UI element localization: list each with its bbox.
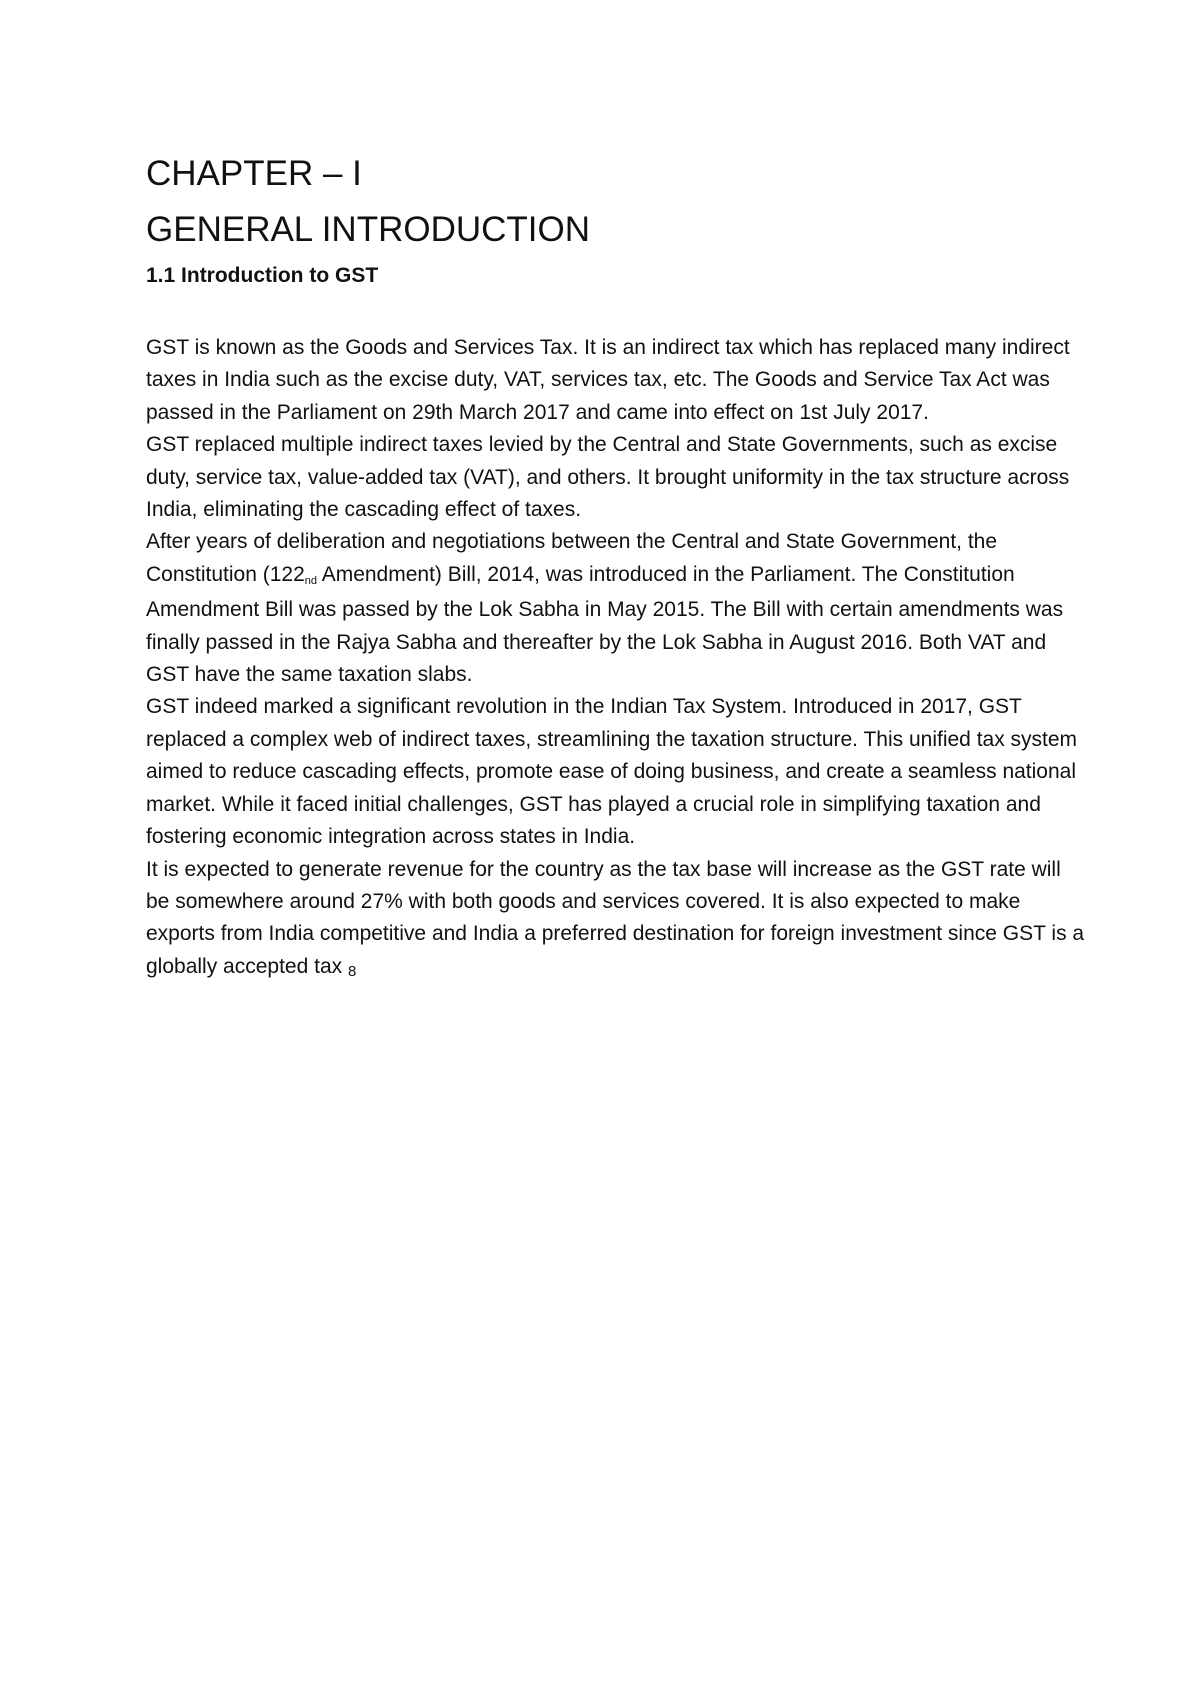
paragraph-text-part: Amendment) Bill, 2014, was introduced in the Parliament. The Constitution Amendment Bill was passed by the Lok Sabha in May 2015. The Bill with certain amendments was finally passed in the Rajya Sabha and thereafter by the Lok Sabha in August 2016. Both VAT and GST have the same taxation slabs. [146, 562, 1064, 687]
paragraph-gst-expectations [146, 854, 1086, 986]
paragraph-text-part: It is expected to generate revenue for the country as the tax base will increase as the GST rate will be somewhere around 27% with both goods and services covered. It is also expected to make exports from India competitive and India a preferred destination for foreign investment since GST is a globally accepted tax [146, 857, 1085, 978]
paragraph-text-part: After years of deliberation and negotiations between the Central and State Government, the Constitution (122 [146, 530, 998, 586]
body-text [146, 332, 1086, 985]
paragraph-gst-replaced-taxes: GST replaced multiple indirect taxes levied by the Central and State Governments, such as excise duty, service tax, value-added tax (VAT), and others. It brought uniformity in the tax structure across India, eliminating the cascading effect of taxes. [146, 433, 1070, 522]
paragraph-gst-definition: GST is known as the Goods and Services Tax. It is an indirect tax which has replaced many indirect taxes in India such as the excise duty, VAT, services tax, etc. The Goods and Service Tax Act was passed in the Parliament on 29th March 2017 and came into effect on 1st July 2017. [146, 336, 1070, 424]
paragraph-constitution-amendment [146, 526, 1086, 691]
page-content [146, 150, 1086, 985]
ordinal-suffix: nd [304, 574, 318, 587]
chapter-title: GENERAL INTRODUCTION [146, 210, 591, 249]
footnote-reference: 8 [347, 962, 357, 980]
chapter-number: CHAPTER – I [146, 154, 362, 193]
section-heading: 1.1 Introduction to GST [146, 264, 379, 287]
paragraph-gst-revolution: GST indeed marked a significant revolution in the Indian Tax System. Introduced in 2017, GST replaced a complex web of indirect taxes, streamlining the taxation structure. This unified tax system aimed to reduce cascading effects, promote ease of doing business, and create a seamless national market. While it faced initial challenges, GST has played a crucial role in simplifying taxation and fostering economic integration across states in India. [146, 695, 1078, 849]
